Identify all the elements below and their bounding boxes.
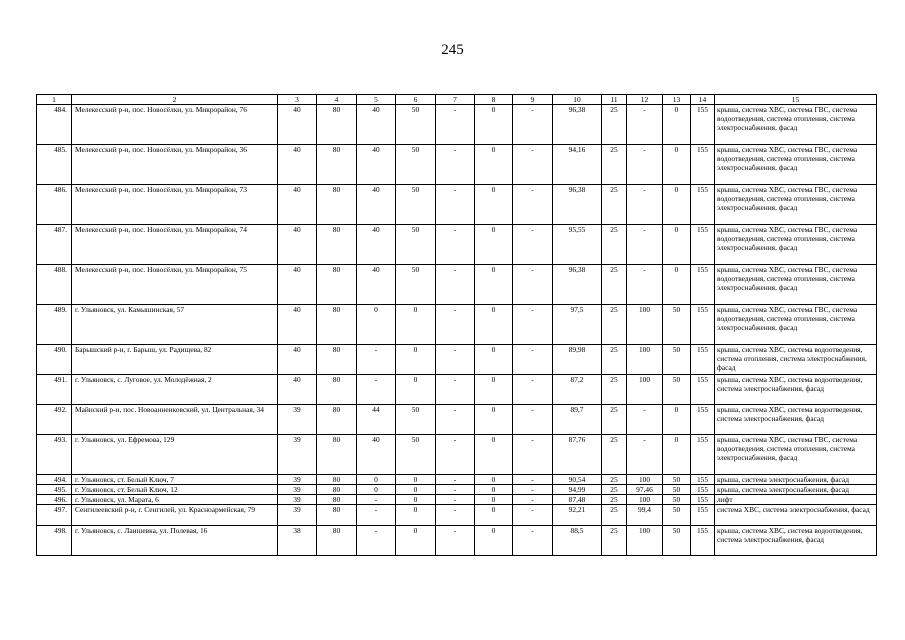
works-cell: система ХВС, система электроснабжения, фасад [715, 505, 877, 526]
table-cell: 100 [627, 495, 663, 505]
row-number-cell: 485. [37, 145, 72, 185]
table-cell: 80 [317, 526, 357, 556]
table-cell: 0 [475, 375, 513, 405]
table-row [37, 435, 877, 475]
table-cell: 0 [475, 495, 513, 505]
table-cell: - [627, 225, 663, 265]
table-row [37, 475, 877, 485]
table-cell: 155 [691, 345, 715, 375]
row-number-cell: 498. [37, 526, 72, 556]
table-cell: 39 [278, 475, 317, 485]
column-header: 1 [37, 95, 72, 105]
table-cell: 0 [475, 305, 513, 345]
table-cell: - [436, 145, 475, 185]
table-cell: 25 [602, 526, 627, 556]
table-cell: 25 [602, 505, 627, 526]
table-cell: 40 [357, 185, 396, 225]
table-cell: 40 [278, 225, 317, 265]
table-cell: - [436, 375, 475, 405]
table-cell: 0 [357, 305, 396, 345]
works-cell: крыша, система электроснабжения, фасад [715, 475, 877, 485]
table-cell: - [513, 435, 553, 475]
table-cell: 94,99 [553, 485, 602, 495]
table-cell: 0 [475, 435, 513, 475]
row-number-cell: 488. [37, 265, 72, 305]
column-header: 3 [278, 95, 317, 105]
table-cell: 80 [317, 375, 357, 405]
table-cell: - [436, 495, 475, 505]
table-cell: - [627, 265, 663, 305]
table-cell: 89,7 [553, 405, 602, 435]
table-cell: 39 [278, 435, 317, 475]
table-cell: 25 [602, 375, 627, 405]
address-cell: Барышский р-н, г. Барыш, ул. Радищева, 82 [72, 345, 278, 375]
works-cell: крыша, система ХВС, система водоотведения, система отопления, система электроснабжения, фасад [715, 345, 877, 375]
table-cell: 50 [663, 345, 691, 375]
address-cell: г. Ульяновск, ул. Камышинская, 57 [72, 305, 278, 345]
table-cell: 155 [691, 405, 715, 435]
table-cell: 50 [663, 485, 691, 495]
table-cell: 40 [278, 305, 317, 345]
table-row [37, 375, 877, 405]
table-cell: 25 [602, 265, 627, 305]
table-cell: - [513, 265, 553, 305]
works-cell: крыша, система ХВС, система ГВС, система водоотведения, система отопления, система электроснабжения, фасад [715, 225, 877, 265]
table-row [37, 145, 877, 185]
table-row [37, 485, 877, 495]
table-cell: - [436, 526, 475, 556]
table-cell: 0 [396, 345, 436, 375]
table-cell: 100 [627, 526, 663, 556]
table-cell: 97,5 [553, 305, 602, 345]
table-cell: 50 [663, 526, 691, 556]
table-cell: 88,5 [553, 526, 602, 556]
table-cell: 0 [475, 145, 513, 185]
works-cell: крыша, система ХВС, система ГВС, система водоотведения, система отопления, система электроснабжения, фасад [715, 145, 877, 185]
row-number-cell: 496. [37, 495, 72, 505]
table-cell: 50 [396, 145, 436, 185]
table-cell: - [513, 185, 553, 225]
table-cell: 0 [663, 225, 691, 265]
row-number-cell: 493. [37, 435, 72, 475]
table-row [37, 265, 877, 305]
table-cell: 100 [627, 345, 663, 375]
table-cell: 0 [475, 505, 513, 526]
table-cell: 40 [357, 105, 396, 145]
table-cell: 96,38 [553, 105, 602, 145]
table-cell: 40 [357, 435, 396, 475]
works-cell: крыша, система ХВС, система ГВС, система водоотведения, система отопления, система электроснабжения, фасад [715, 265, 877, 305]
table-cell: 0 [396, 475, 436, 485]
address-cell: Мелекесский р-н, пос. Новосёлки, ул. Микрорайон, 74 [72, 225, 278, 265]
table-cell: 80 [317, 105, 357, 145]
row-number-cell: 489. [37, 305, 72, 345]
table-cell: 0 [396, 305, 436, 345]
table-cell: 40 [278, 185, 317, 225]
table-cell: 155 [691, 305, 715, 345]
table-cell: 100 [627, 375, 663, 405]
table-cell: 0 [475, 225, 513, 265]
table-cell: 38 [278, 526, 317, 556]
table-cell: - [436, 485, 475, 495]
works-cell: крыша, система ХВС, система ГВС, система водоотведения, система отопления, система электроснабжения, фасад [715, 435, 877, 475]
table-cell: 0 [475, 345, 513, 375]
address-cell: г. Ульяновск, ст. Белый Ключ, 7 [72, 475, 278, 485]
table-row [37, 345, 877, 375]
table-cell: - [436, 225, 475, 265]
table-cell: 155 [691, 265, 715, 305]
table-row [37, 305, 877, 345]
column-header: 8 [475, 95, 513, 105]
table-cell: 39 [278, 495, 317, 505]
table-cell: 0 [396, 495, 436, 505]
table-cell: - [436, 475, 475, 485]
table-cell: - [513, 145, 553, 185]
table-cell: 92,21 [553, 505, 602, 526]
table-cell: 39 [278, 485, 317, 495]
table-cell: 25 [602, 345, 627, 375]
table-cell: - [357, 345, 396, 375]
table-cell: 155 [691, 526, 715, 556]
table-cell: 80 [317, 495, 357, 505]
table-cell: 100 [627, 475, 663, 485]
table-cell: - [513, 225, 553, 265]
works-cell: крыша, система ХВС, система ГВС, система водоотведения, система отопления, система электроснабжения, фасад [715, 185, 877, 225]
table-cell: 25 [602, 225, 627, 265]
table-cell: 0 [475, 526, 513, 556]
row-number-cell: 487. [37, 225, 72, 265]
table-row [37, 185, 877, 225]
column-header: 6 [396, 95, 436, 105]
table-row [37, 495, 877, 505]
table-cell: 80 [317, 405, 357, 435]
table-cell: - [627, 185, 663, 225]
table-cell: - [436, 405, 475, 435]
table-cell: 0 [475, 485, 513, 495]
table-cell: 25 [602, 475, 627, 485]
table-cell: - [627, 105, 663, 145]
table-cell: 96,38 [553, 265, 602, 305]
column-header: 7 [436, 95, 475, 105]
address-cell: г. Ульяновск, ул. Ефремова, 129 [72, 435, 278, 475]
table-cell: 155 [691, 105, 715, 145]
table-cell: 94,16 [553, 145, 602, 185]
table-cell: 80 [317, 475, 357, 485]
row-number-cell: 495. [37, 485, 72, 495]
table-cell: 0 [663, 185, 691, 225]
column-header: 10 [553, 95, 602, 105]
table-row [37, 105, 877, 145]
table-cell: 50 [663, 495, 691, 505]
column-header: 4 [317, 95, 357, 105]
address-cell: Мелекесский р-н, пос. Новосёлки, ул. Микрорайон, 36 [72, 145, 278, 185]
column-header: 11 [602, 95, 627, 105]
table-cell: - [513, 505, 553, 526]
table-cell: 80 [317, 185, 357, 225]
table-cell: 50 [396, 185, 436, 225]
table-cell: 155 [691, 485, 715, 495]
table-cell: 80 [317, 505, 357, 526]
row-number-cell: 494. [37, 475, 72, 485]
address-cell: Мелекесский р-н, пос. Новосёлки, ул. Микрорайон, 76 [72, 105, 278, 145]
table-cell: 155 [691, 185, 715, 225]
table-cell: - [436, 105, 475, 145]
column-header: 9 [513, 95, 553, 105]
works-cell: крыша, система электроснабжения, фасад [715, 485, 877, 495]
table-cell: 0 [357, 485, 396, 495]
address-cell: г. Ульяновск, с. Лаишевка, ул. Полевая, 16 [72, 526, 278, 556]
works-cell: лифт [715, 495, 877, 505]
table-cell: 155 [691, 375, 715, 405]
table-cell: 39 [278, 505, 317, 526]
table-cell: 0 [663, 145, 691, 185]
table-cell: - [513, 105, 553, 145]
register-table [36, 94, 877, 556]
table-cell: - [513, 345, 553, 375]
works-cell: крыша, система ХВС, система водоотведения, система электроснабжения, фасад [715, 375, 877, 405]
table-cell: 0 [475, 475, 513, 485]
table-cell: 0 [475, 265, 513, 305]
address-cell: Майнский р-н, пос. Новоанненковский, ул. Центральная, 34 [72, 405, 278, 435]
address-cell: г. Ульяновск, с. Луговое, ул. Молодёжная, 2 [72, 375, 278, 405]
address-cell: г. Ульяновск, ст. Белый Ключ, 12 [72, 485, 278, 495]
table-cell: - [436, 435, 475, 475]
table-cell: 40 [357, 145, 396, 185]
table-cell: - [513, 405, 553, 435]
table-cell: 40 [357, 225, 396, 265]
address-cell: Мелекесский р-н, пос. Новосёлки, ул. Микрорайон, 73 [72, 185, 278, 225]
table-cell: 0 [663, 405, 691, 435]
table-cell: 25 [602, 495, 627, 505]
works-cell: крыша, система ХВС, система ГВС, система водоотведения, система отопления, система электроснабжения, фасад [715, 305, 877, 345]
table-cell: 95,55 [553, 225, 602, 265]
works-cell: крыша, система ХВС, система водоотведения, система электроснабжения, фасад [715, 526, 877, 556]
table-row [37, 405, 877, 435]
table-cell: 80 [317, 305, 357, 345]
table-cell: 0 [475, 185, 513, 225]
table-cell: 44 [357, 405, 396, 435]
column-header: 15 [715, 95, 877, 105]
table-cell: 90,54 [553, 475, 602, 485]
table-cell: 0 [357, 475, 396, 485]
table-cell: - [436, 185, 475, 225]
table-cell: - [513, 375, 553, 405]
table-cell: 0 [396, 375, 436, 405]
table-cell: 0 [475, 105, 513, 145]
table-row [37, 526, 877, 556]
header-row [37, 95, 877, 105]
table-cell: - [513, 305, 553, 345]
table-cell: 50 [396, 225, 436, 265]
table-cell: 87,76 [553, 435, 602, 475]
table-cell: 25 [602, 305, 627, 345]
table-cell: - [357, 375, 396, 405]
column-header: 5 [357, 95, 396, 105]
works-cell: крыша, система ХВС, система ГВС, система водоотведения, система отопления, система электроснабжения, фасад [715, 105, 877, 145]
row-number-cell: 486. [37, 185, 72, 225]
address-cell: Сенгилеевский р-н, г. Сенгилей, ул. Красноармейская, 79 [72, 505, 278, 526]
row-number-cell: 497. [37, 505, 72, 526]
table-cell: - [357, 495, 396, 505]
table-cell: 50 [396, 405, 436, 435]
table-cell: 0 [396, 526, 436, 556]
table-cell: 0 [396, 505, 436, 526]
page-number: 245 [441, 42, 464, 58]
table-cell: 25 [602, 105, 627, 145]
table-cell: 0 [475, 405, 513, 435]
table-cell: 40 [278, 375, 317, 405]
table-cell: 155 [691, 145, 715, 185]
table-cell: 80 [317, 435, 357, 475]
table-cell: 0 [663, 265, 691, 305]
table-cell: 89,98 [553, 345, 602, 375]
address-cell: г. Ульяновск, ул. Марата, 6 [72, 495, 278, 505]
table-cell: - [357, 526, 396, 556]
table-cell: - [627, 405, 663, 435]
table-cell: 50 [396, 105, 436, 145]
table-cell: 50 [663, 505, 691, 526]
table-cell: 50 [396, 265, 436, 305]
table-cell: 87,2 [553, 375, 602, 405]
table-row [37, 505, 877, 526]
table-cell: 87,48 [553, 495, 602, 505]
table-cell: 40 [357, 265, 396, 305]
works-cell: крыша, система ХВС, система водоотведения, система электроснабжения, фасад [715, 405, 877, 435]
table-cell: 80 [317, 485, 357, 495]
table-cell: 155 [691, 225, 715, 265]
table-cell: 50 [663, 305, 691, 345]
column-header: 14 [691, 95, 715, 105]
table-cell: 80 [317, 225, 357, 265]
table-cell: - [513, 475, 553, 485]
table-cell: - [627, 435, 663, 475]
table-cell: 40 [278, 105, 317, 145]
table-cell: 25 [602, 405, 627, 435]
row-number-cell: 491. [37, 375, 72, 405]
table-cell: - [436, 345, 475, 375]
row-number-cell: 492. [37, 405, 72, 435]
table-cell: 40 [278, 265, 317, 305]
table-cell: 0 [663, 435, 691, 475]
table-cell: 0 [396, 485, 436, 495]
address-cell: Мелекесский р-н, пос. Новосёлки, ул. Микрорайон, 75 [72, 265, 278, 305]
table-cell: 25 [602, 145, 627, 185]
table-cell: 80 [317, 265, 357, 305]
row-number-cell: 484. [37, 105, 72, 145]
table-cell: - [357, 505, 396, 526]
table-cell: - [436, 265, 475, 305]
table-cell: 96,38 [553, 185, 602, 225]
table-cell: 100 [627, 305, 663, 345]
table-cell: - [513, 495, 553, 505]
table-cell: - [436, 505, 475, 526]
table-cell: 97,46 [627, 485, 663, 495]
table-cell: 155 [691, 505, 715, 526]
table-cell: - [513, 485, 553, 495]
table-cell: 155 [691, 495, 715, 505]
table-cell: 25 [602, 485, 627, 495]
table-cell: - [627, 145, 663, 185]
column-header: 12 [627, 95, 663, 105]
table-row [37, 225, 877, 265]
table-cell: 39 [278, 405, 317, 435]
table-cell: 25 [602, 185, 627, 225]
table-cell: 155 [691, 435, 715, 475]
table-cell: - [436, 305, 475, 345]
row-number-cell: 490. [37, 345, 72, 375]
table-cell: 50 [396, 435, 436, 475]
table-cell: 40 [278, 145, 317, 185]
table-cell: 25 [602, 435, 627, 475]
table-cell: 50 [663, 375, 691, 405]
table-cell: - [513, 526, 553, 556]
column-header: 2 [72, 95, 278, 105]
table-cell: 0 [663, 105, 691, 145]
table-cell: 40 [278, 345, 317, 375]
column-header: 13 [663, 95, 691, 105]
table-cell: 99,4 [627, 505, 663, 526]
table-cell: 80 [317, 145, 357, 185]
table-cell: 80 [317, 345, 357, 375]
table-cell: 50 [663, 475, 691, 485]
table-cell: 155 [691, 475, 715, 485]
